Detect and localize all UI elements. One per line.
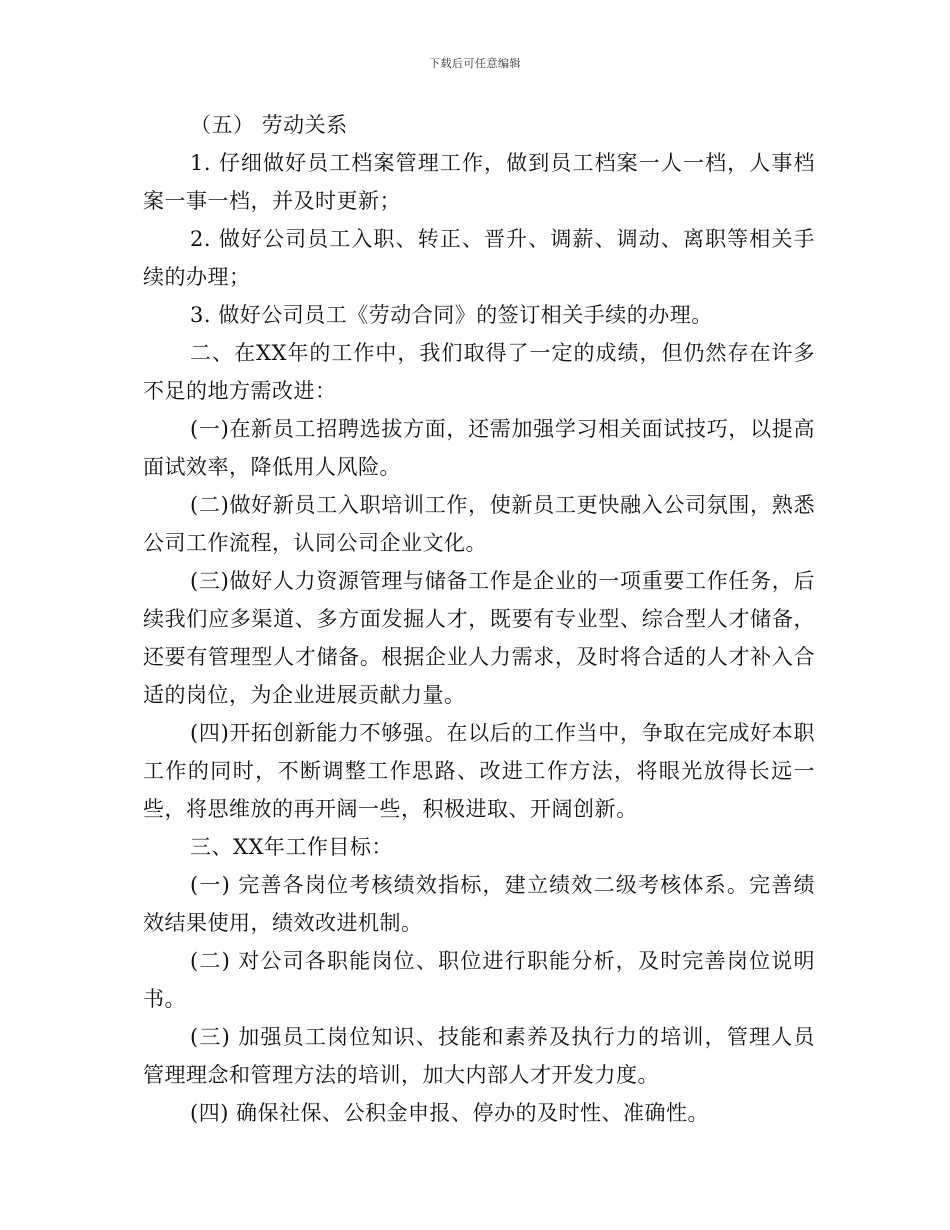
- paragraph-item: (一) 完善各岗位考核绩效指标，建立绩效二级考核体系。完善绩效结果使用，绩效改进机制。: [143, 873, 815, 935]
- paragraph-item: 2. 做好公司员工入职、转正、晋升、调薪、调动、离职等相关手续的办理；: [143, 227, 815, 289]
- document-body: [143, 106, 815, 1132]
- paragraph-item: 3. 做好公司员工《劳动合同》的签订相关手续的办理。: [190, 303, 713, 327]
- paragraph-item: (三) 加强员工岗位知识、技能和素养及执行力的培训，管理人员管理理念和管理方法的培训，加大内部人才开发力度。: [143, 1025, 815, 1087]
- section-heading-improvements: 二、在XX年的工作中，我们取得了一定的成绩，但仍然存在许多不足的地方需改进：: [143, 341, 815, 403]
- page-header: 下载后可任意编辑: [429, 57, 521, 70]
- paragraph-item: (三)做好人力资源管理与储备工作是企业的一项重要工作任务，后续我们应多渠道、多方面发掘人才，既要有专业型、综合型人才储备，还要有管理型人才储备。根据企业人力需求，及时将合适的人才补入合适的岗位，为企业进展贡献力量。: [143, 569, 815, 707]
- section-heading-labor-relations: （五） 劳动关系: [190, 113, 348, 137]
- paragraph-item: (二) 对公司各职能岗位、职位进行职能分析，及时完善岗位说明书。: [143, 949, 815, 1011]
- paragraph-item: (一)在新员工招聘选拔方面，还需加强学习相关面试技巧，以提高面试效率，降低用人风险。: [143, 417, 815, 479]
- paragraph-item: (二)做好新员工入职培训工作，使新员工更快融入公司氛围，熟悉公司工作流程，认同公司企业文化。: [143, 493, 815, 555]
- section-heading-goals: 三、XX年工作目标：: [190, 835, 393, 859]
- paragraph-item: (四) 确保社保、公积金申报、停办的及时性、准确性。: [190, 1101, 710, 1125]
- paragraph-item: 1. 仔细做好员工档案管理工作，做到员工档案一人一档，人事档案一事一档，并及时更新；: [143, 151, 815, 213]
- paragraph-item: (四)开拓创新能力不够强。在以后的工作当中，争取在完成好本职工作的同时，不断调整工作思路、改进工作方法，将眼光放得长远一些，将思维放的再开阔一些，积极进取、开阔创新。: [143, 721, 815, 821]
